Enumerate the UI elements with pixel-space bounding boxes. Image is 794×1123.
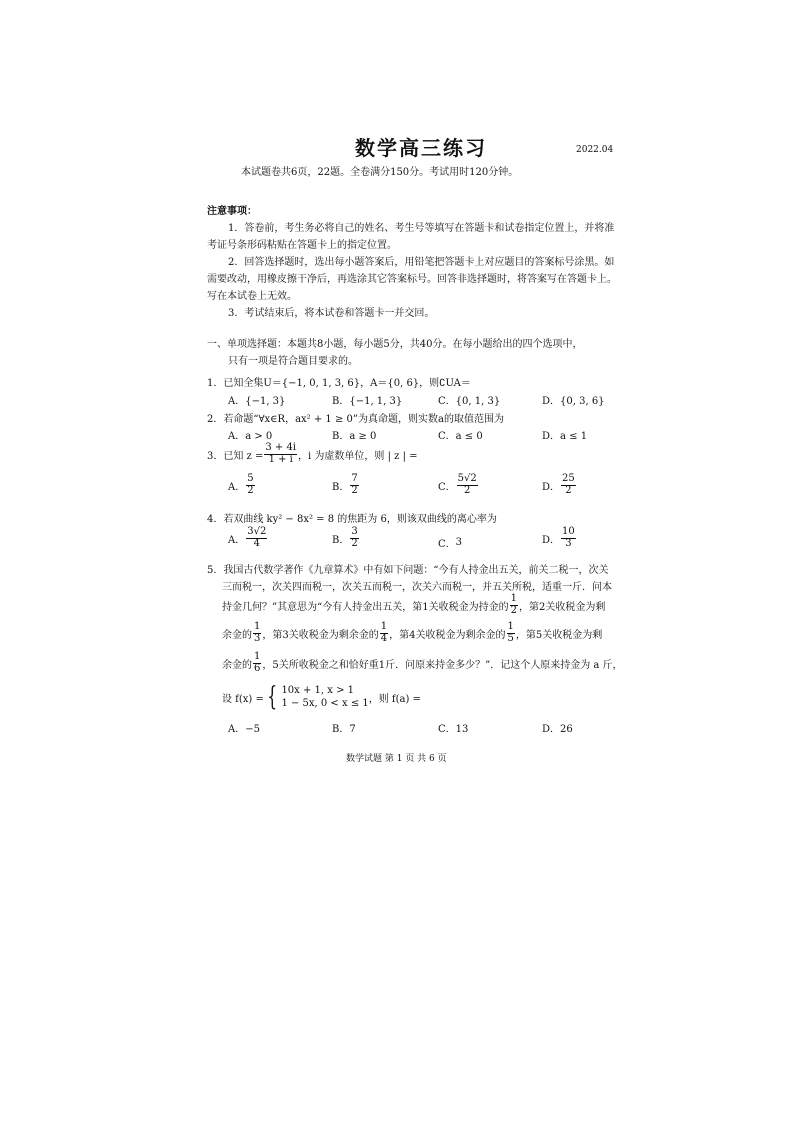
question-2-option-c: C．a ≤ 0 <box>438 431 483 442</box>
page-footer: 数学试题 第 1 页 共 6 页 <box>346 754 447 764</box>
question-5-option-d: D．26 <box>542 724 573 735</box>
option-text: 3 <box>455 537 463 548</box>
question-3-fraction <box>264 443 297 465</box>
question-3-fraction-denominator: 1 + i <box>268 453 293 465</box>
option-fraction <box>246 474 254 496</box>
option-label: B． <box>332 481 350 493</box>
fraction-one-fifth <box>507 622 515 644</box>
text-segment: ，第3关收税金为剩余金的 <box>262 629 379 641</box>
option-numerator: 5√2 <box>457 473 477 484</box>
question-4-option-c <box>438 535 462 550</box>
section-1-line-1: 一、单项选择题：本题共8小题，每小题5分，共40分。在每小题给出的四个选项中， <box>207 339 583 350</box>
text-segment: ，5关所收税金之和恰好重1斤．问原来持金多少？”．记这个人原来持金为 a 斤， <box>262 659 623 671</box>
question-1-stem: 1．已知全集U＝{−1, 0, 1, 3, 6}，A＝{0, 6}，则∁UA＝ <box>207 378 471 389</box>
text-segment: 余金的 <box>222 629 252 641</box>
text-segment: 余金的 <box>222 659 252 671</box>
option-numerator: 7 <box>351 473 358 484</box>
numerator: 1 <box>254 621 261 632</box>
text-segment: ，则 f(a) = <box>368 693 421 705</box>
denominator: 5 <box>507 632 514 644</box>
question-1-option-b: B．{−1, 1, 3} <box>332 396 403 407</box>
question-1-option-c: C．{0, 1, 3} <box>438 396 501 407</box>
question-5-option-a: A．−5 <box>228 724 260 735</box>
option-fraction <box>246 527 267 549</box>
question-3-stem <box>207 443 418 465</box>
question-4-stem: 4．若双曲线 ky² − 8x² = 8 的焦距为 6，则该双曲线的离心率为 <box>207 514 497 525</box>
denominator: 2 <box>510 604 517 616</box>
text-segment: ，第2关收税金为剩 <box>518 601 606 613</box>
piecewise-case-2: 1 − 5x, 0 < x ≤ 1 <box>281 698 369 709</box>
notice-item-2-line-2: 需要改动，用橡皮擦干净后，再选涂其它答案标号。回答非选择题时，将答案写在答题卡上。 <box>207 274 617 285</box>
numerator: 1 <box>380 621 388 632</box>
notice-item-2-line-1: 2．回答选择题时，选出每小题答案后，用铅笔把答题卡上对应题目的答案标号涂黑。如 <box>228 257 615 268</box>
denominator: 4 <box>380 632 388 644</box>
option-denominator: 2 <box>464 484 471 496</box>
option-denominator: 2 <box>351 484 358 496</box>
option-numerator: 3 <box>351 526 358 537</box>
option-denominator: 3 <box>565 537 572 549</box>
numerator: 1 <box>510 593 517 604</box>
question-4-option-b <box>332 527 360 549</box>
left-brace-icon: { <box>267 682 278 712</box>
question-3-fraction-numerator: 3 + 4i <box>265 442 297 453</box>
text-segment: ，第5关收税金为剩 <box>515 629 603 641</box>
question-5-line-4 <box>222 622 602 644</box>
text-segment: 设 f(x) = <box>222 693 264 705</box>
notice-heading: 注意事项： <box>207 206 257 217</box>
option-label: A． <box>228 534 246 546</box>
option-fraction <box>561 527 576 549</box>
question-3-prefix: 3．已知 z = <box>207 450 264 462</box>
option-fraction <box>350 474 358 496</box>
denominator: 3 <box>254 632 261 644</box>
option-label: A． <box>228 481 246 493</box>
numerator: 1 <box>507 621 514 632</box>
question-2-option-a: A．a > 0 <box>228 431 273 442</box>
question-2-option-d: D．a ≤ 1 <box>542 431 588 442</box>
option-denominator: 4 <box>253 537 260 549</box>
option-denominator: 2 <box>565 484 572 496</box>
question-2-option-b: B．a ≥ 0 <box>332 431 377 442</box>
question-1-option-a: A．{−1, 3} <box>228 396 286 407</box>
option-numerator: 3√2 <box>247 526 267 537</box>
section-1-line-2: 只有一项是符合题目要求的。 <box>228 356 358 367</box>
exam-subtitle: 本试题卷共6页，22题。全卷满分150分。考试用时120分钟。 <box>241 167 519 178</box>
question-5-piecewise-line <box>222 684 421 710</box>
question-4-option-d <box>542 527 577 549</box>
fraction-one-sixth <box>253 652 261 674</box>
text-segment: ，第4关收税金为剩余金的 <box>389 629 506 641</box>
option-label: C． <box>438 539 456 550</box>
denominator: 6 <box>254 662 261 674</box>
question-3-suffix: ，i 为虚数单位，则 | z | = <box>298 450 418 462</box>
question-4-option-a <box>228 527 268 549</box>
option-denominator: 2 <box>351 537 358 549</box>
exam-date: 2022.04 <box>576 145 614 155</box>
question-5-option-c: C．13 <box>438 724 469 735</box>
question-5-line-5 <box>222 652 623 674</box>
option-numerator: 5 <box>247 473 254 484</box>
option-label: D． <box>542 481 561 493</box>
text-segment: 持金几何？”其意思为“今有人持金出五关，第1关收税金为持金的 <box>222 601 509 613</box>
question-3-option-d <box>542 474 577 496</box>
notice-item-1-line-2: 考证号条形码粘贴在答题卡上的指定位置。 <box>207 240 397 251</box>
option-label: D． <box>542 534 561 546</box>
question-5-line-3 <box>222 594 605 616</box>
option-numerator: 25 <box>562 473 575 484</box>
fraction-one-third <box>253 622 261 644</box>
piecewise-cases <box>281 684 368 710</box>
page-title: 数学高三练习 <box>355 136 487 160</box>
piecewise-case-1: 10x + 1, x > 1 <box>281 685 354 696</box>
notice-item-1-line-1: 1．答卷前，考生务必将自己的姓名、考生号等填写在答题卡和试卷指定位置上，并将准 <box>228 223 615 234</box>
option-numerator: 10 <box>562 526 575 537</box>
option-fraction <box>350 527 358 549</box>
notice-item-2-line-3: 写在本试卷上无效。 <box>207 291 297 302</box>
fraction-one-half <box>510 594 518 616</box>
question-3-option-b <box>332 474 360 496</box>
option-denominator: 2 <box>247 484 254 496</box>
question-3-option-c <box>438 474 479 496</box>
option-fraction <box>561 474 576 496</box>
question-5-option-b: B．7 <box>332 724 356 735</box>
question-1-option-d: D．{0, 3, 6} <box>542 396 605 407</box>
option-fraction <box>457 474 478 496</box>
option-label: B． <box>332 534 350 546</box>
notice-item-3: 3．考试结束后，将本试卷和答题卡一并交回。 <box>228 308 435 319</box>
question-5-line-2: 三而税一，次关四而税一，次关五而税一，次关六而税一，并五关所税，适重一斤．问本 <box>222 582 612 593</box>
option-label: C． <box>438 481 456 493</box>
fraction-one-quarter <box>380 622 388 644</box>
question-3-option-a <box>228 474 256 496</box>
numerator: 1 <box>254 651 261 662</box>
question-2-stem: 2．若命题“∀x∈R，ax² + 1 ≥ 0”为真命题，则实数a的取值范围为 <box>207 414 504 425</box>
question-5-line-1: 5．我国古代数学著作《九章算术》中有如下问题：“今有人持金出五关，前关二税一，次关 <box>207 565 609 576</box>
